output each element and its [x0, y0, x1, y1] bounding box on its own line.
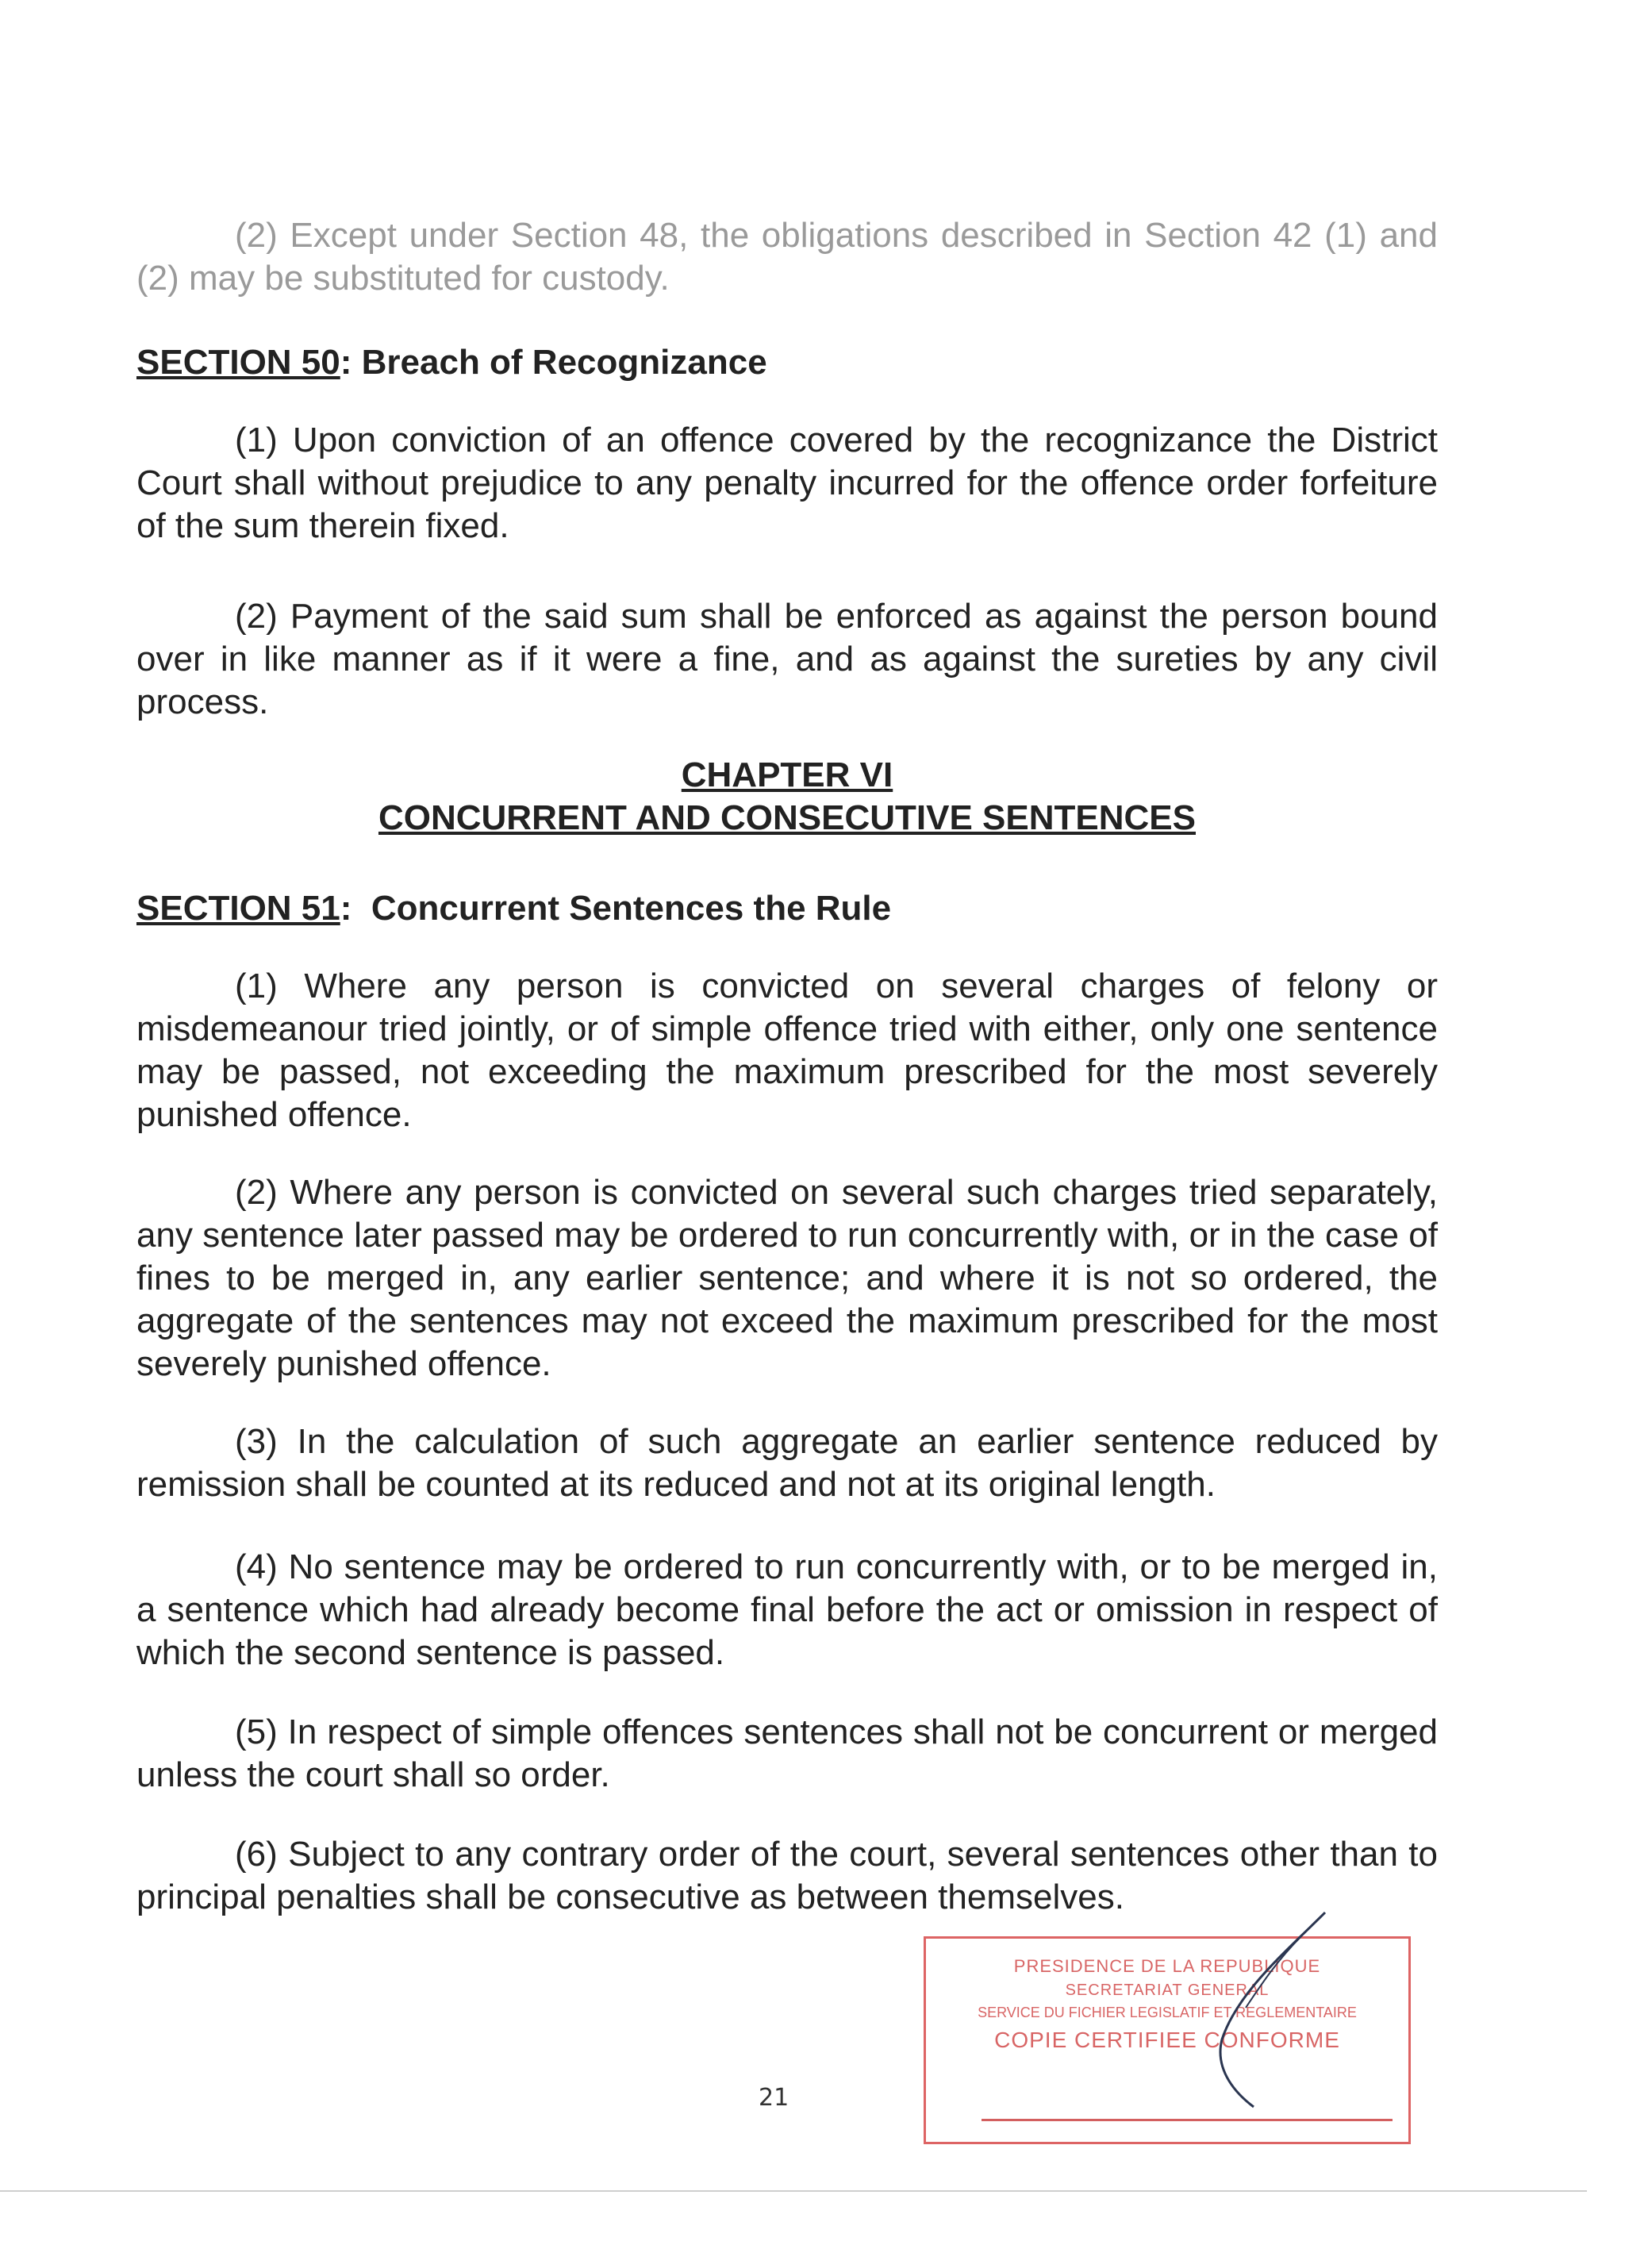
section-50-number: SECTION 50 — [136, 343, 340, 382]
chapter-heading — [136, 754, 1438, 840]
signature-mark — [1166, 1905, 1341, 2111]
section-50-heading: SECTION 50: Breach of Recognizance — [136, 343, 767, 382]
section-51-para-1 — [136, 965, 1438, 1136]
stamp-signature-line — [982, 2119, 1393, 2121]
paragraph: (5) In respect of simple offences sentences shall not be concurrent or merged unless the court shall so order. — [136, 1713, 1438, 1794]
paragraph: (1) Upon conviction of an offence covered by the recognizance the District Court shall without prejudice to any penalty incurred for the offence order forfeiture of the sum therein fixed. — [136, 421, 1438, 545]
intro-paragraph: (2) Except under Section 48, the obligations described in Section 42 (1) and (2) may be substituted for custody. — [136, 216, 1438, 298]
paragraph: (6) Subject to any contrary order of the court, several sentences other than to principal penalties shall be consecutive as between themselves. — [136, 1835, 1438, 1916]
stamp-line-4: COPIE CERTIFIEE CONFORME — [994, 2028, 1340, 2052]
stamp-line-1: PRESIDENCE DE LA REPUBLIQUE — [1013, 1956, 1321, 1976]
intro-fragment — [136, 214, 1438, 300]
section-51-heading: SECTION 51: Concurrent Sentences the Rule — [136, 889, 892, 928]
page-number: 21 — [759, 2084, 789, 2112]
chapter-label: CHAPTER VI — [681, 755, 893, 794]
section-51-para-3 — [136, 1420, 1438, 1506]
section-51-para-4 — [136, 1546, 1438, 1674]
chapter-title: CONCURRENT AND CONSECUTIVE SENTENCES — [378, 798, 1196, 837]
section-50-para-2 — [136, 595, 1438, 724]
section-51-number: SECTION 51 — [136, 889, 340, 928]
paragraph: (2) Where any person is convicted on several such charges tried separately, any sentence later passed may be ordered to run concurrently with, or in the case of fines to be merged in, any earlier sentence; and where it is not so ordered, the aggregate of the sentences may not exceed the maximum prescribed for the most severely punished offence. — [136, 1173, 1438, 1383]
stamp-line-3: SERVICE DU FICHIER LEGISLATIF ET REGLEMENTAIRE — [978, 2005, 1357, 2020]
paragraph: (3) In the calculation of such aggregate an earlier sentence reduced by remission shall be counted at its reduced and not at its original length. — [136, 1422, 1438, 1504]
section-51-para-2 — [136, 1171, 1438, 1386]
section-51-title: Concurrent Sentences the Rule — [371, 889, 892, 928]
paragraph: (2) Payment of the said sum shall be enforced as against the person bound over in like manner as if it were a fine, and as against the sureties by any civil process. — [136, 597, 1438, 721]
bottom-rule — [0, 2190, 1587, 2192]
section-51-para-5 — [136, 1711, 1438, 1797]
stamp-line-2: SECRETARIAT GENERAL — [1065, 1982, 1270, 1999]
paragraph: (4) No sentence may be ordered to run concurrently with, or to be merged in, a sentence which had already become final before the act or omission in respect of which the second sentence is passed. — [136, 1547, 1438, 1672]
section-50-title: Breach of Recognizance — [361, 343, 767, 382]
section-50-para-1 — [136, 419, 1438, 548]
paragraph: (1) Where any person is convicted on several charges of felony or misdemeanour tried jointly, or of simple offence tried with either, only one sentence may be passed, not exceeding the maximum prescribed for the most severely punished offence. — [136, 967, 1438, 1134]
